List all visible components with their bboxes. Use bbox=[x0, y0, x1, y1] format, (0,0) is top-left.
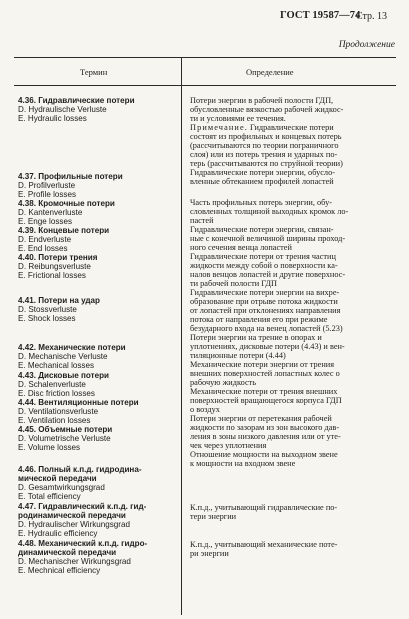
column-header-definition: Определение bbox=[246, 67, 294, 77]
term-english: E. Total efficiency bbox=[18, 492, 81, 501]
definition-line: Примечание. Гидравлические потери bbox=[190, 123, 334, 132]
term-title: 4.43. Дисковые потери bbox=[18, 371, 110, 380]
definition-line: от лопастей при отклонениях направления bbox=[190, 306, 341, 315]
term-german: D. Hydraulische Verluste bbox=[18, 105, 107, 114]
definition-line: К.п.д., учитывающий механические поте- bbox=[190, 540, 338, 549]
term-title: 4.44. Вентиляционные потери bbox=[18, 398, 139, 407]
term-english: E. Hydraulic losses bbox=[18, 114, 87, 123]
term-english: E. Ventilation losses bbox=[18, 416, 91, 425]
term-title: 4.41. Потери на удар bbox=[18, 296, 100, 305]
term-english: E. Frictional losses bbox=[18, 271, 86, 280]
definition-line: потока от направления его при режиме bbox=[190, 315, 328, 324]
term-title: 4.47. Гидравлический к.п.д. гид- bbox=[18, 502, 147, 511]
definition-line: Потери энергии от перетекания рабочей bbox=[190, 414, 332, 423]
term-title: 4.42. Механические потери bbox=[18, 343, 126, 352]
definition-line: тиляционные потери (4.44) bbox=[190, 351, 286, 360]
term-title: 4.40. Потери трения bbox=[18, 253, 98, 262]
term-german: D. Gesamtwirkungsgrad bbox=[18, 483, 105, 492]
page-number: Стр. 13 bbox=[356, 10, 388, 22]
column-divider bbox=[181, 57, 182, 615]
definition-line: Потери энергии в рабочей полости ГДП, bbox=[190, 96, 334, 105]
definition-line: ри энергии bbox=[190, 549, 229, 558]
definition-line: пастей bbox=[190, 216, 214, 225]
standard-number: ГОСТ 19587—74 bbox=[280, 10, 361, 21]
definition-line: словленных толщиной выходных кромок ло- bbox=[190, 207, 349, 216]
term-english: E. Enge losses bbox=[18, 217, 72, 226]
definition-line: слоя) или из потерь трения и ударных по- bbox=[190, 150, 338, 159]
definition-line: ти и условиями ее течения. bbox=[190, 114, 286, 123]
definition-line: поверхностей вращающегося корпуса ГДП bbox=[190, 396, 342, 405]
term-title: динамической передачи bbox=[18, 548, 117, 557]
definition-line: (рассчитываются по теории пограничного bbox=[190, 141, 339, 150]
definition-line: Часть профильных потерь энергии, обу- bbox=[190, 198, 332, 207]
term-german: D. Endverluste bbox=[18, 235, 72, 244]
definition-line: Отношение мощности на выходном звене bbox=[190, 450, 338, 459]
term-german: D. Mechanischer Wirkungsgrad bbox=[18, 557, 131, 566]
term-german: D. Mechanische Verluste bbox=[18, 352, 108, 361]
header-bottom-rule bbox=[14, 85, 396, 86]
definition-line: ти рабочей полости ГДП bbox=[190, 279, 278, 288]
term-title: мической передачи bbox=[18, 474, 97, 483]
definition-line: Гидравлические потери от трения частиц bbox=[190, 252, 336, 261]
term-german: D. Stossverluste bbox=[18, 305, 77, 314]
term-german: D. Kantenverluste bbox=[18, 208, 83, 217]
definition-line: Гидравлические потери энергии, связан- bbox=[190, 225, 334, 234]
term-title: 4.38. Кромочные потери bbox=[18, 199, 115, 208]
term-title: 4.48. Механический к.п.д. гидро- bbox=[18, 539, 148, 548]
term-title: 4.46. Полный к.п.д. гидродина- bbox=[18, 465, 142, 474]
definition-line: рабочую жидкость bbox=[190, 378, 257, 387]
column-header-term: Термин bbox=[80, 67, 108, 77]
term-english: E. Shock losses bbox=[18, 314, 76, 323]
term-english: E. Volume losses bbox=[18, 443, 81, 452]
term-german: D. Profilverluste bbox=[18, 181, 76, 190]
term-german: D. Ventilationsverluste bbox=[18, 407, 99, 416]
definition-line: Механические потери энергии от трения bbox=[190, 360, 335, 369]
definition-line: терь (рассчитываются по струйной теории) bbox=[190, 159, 343, 168]
definition-line: налов венцов лопастей и другие поверхнос- bbox=[190, 270, 346, 279]
definition-line: уплотнениях, дисковые потери (4.43) и вен- bbox=[190, 342, 345, 351]
definition-line: чек через уплотнения bbox=[190, 441, 267, 450]
term-title: родинамической передачи bbox=[18, 511, 126, 520]
term-german: D. Schalenverluste bbox=[18, 380, 86, 389]
table-top-rule bbox=[14, 57, 396, 58]
definition-line: безударного входа на венец лопастей (5.23) bbox=[190, 324, 343, 333]
definition-line: обусловленные вязкостью рабочей жидкос- bbox=[190, 105, 344, 114]
definition-line: Гидравлические потери энергии, обусло- bbox=[190, 168, 335, 177]
definition-line: Механические потери от трения внешних bbox=[190, 387, 338, 396]
definition-line: образование при отрыве потока жидкости bbox=[190, 297, 338, 306]
definition-line: К.п.д., учитывающий гидравлические по- bbox=[190, 503, 338, 512]
term-title: 4.45. Объемные потери bbox=[18, 425, 113, 434]
definition-line: внешних поверхностей лопастных колес о bbox=[190, 369, 340, 378]
term-title: 4.36. Гидравлические потери bbox=[18, 96, 135, 105]
definition-line: о воздух bbox=[190, 405, 220, 414]
continuation-label: Продолжение bbox=[338, 40, 395, 50]
definition-line: к мощности на входном звене bbox=[190, 459, 296, 468]
term-german: D. Hydraulischer Wirkungsgrad bbox=[18, 520, 131, 529]
term-english: E. Profile losses bbox=[18, 190, 77, 199]
definition-line: вленные обтеканием профилей лопастей bbox=[190, 177, 334, 186]
term-german: D. Reibungsverluste bbox=[18, 262, 91, 271]
definition-line: состоят из профильных и концевых потерь bbox=[190, 132, 342, 141]
definition-line: ного сечения венца лопастей bbox=[190, 243, 292, 252]
definition-line: ные с конечной величиной ширины проход- bbox=[190, 234, 346, 243]
definition-line: жидкости по зазорам из зон высокого дав- bbox=[190, 423, 340, 432]
term-english: E. End losses bbox=[18, 244, 68, 253]
term-german: D. Volumetrische Verluste bbox=[18, 434, 111, 443]
definition-line: Гидравлические потери энергии на вихре- bbox=[190, 288, 340, 297]
term-english: E. Mechanical losses bbox=[18, 361, 95, 370]
definition-line: тери энергии bbox=[190, 512, 237, 521]
definition-line: ления в зоны низкого давления или от уте- bbox=[190, 432, 341, 441]
term-english: E. Disc friction losses bbox=[18, 389, 95, 398]
definition-line: жидкости между собой о поверхности ка- bbox=[190, 261, 338, 270]
term-title: 4.39. Концевые потери bbox=[18, 226, 110, 235]
term-english: E. Hydraulic efficiency bbox=[18, 529, 98, 538]
term-title: 4.37. Профильные потери bbox=[18, 172, 123, 181]
definition-line: Потери энергии на трение в опорах и bbox=[190, 333, 322, 342]
term-english: E. Mechnical efficiency bbox=[18, 566, 101, 575]
